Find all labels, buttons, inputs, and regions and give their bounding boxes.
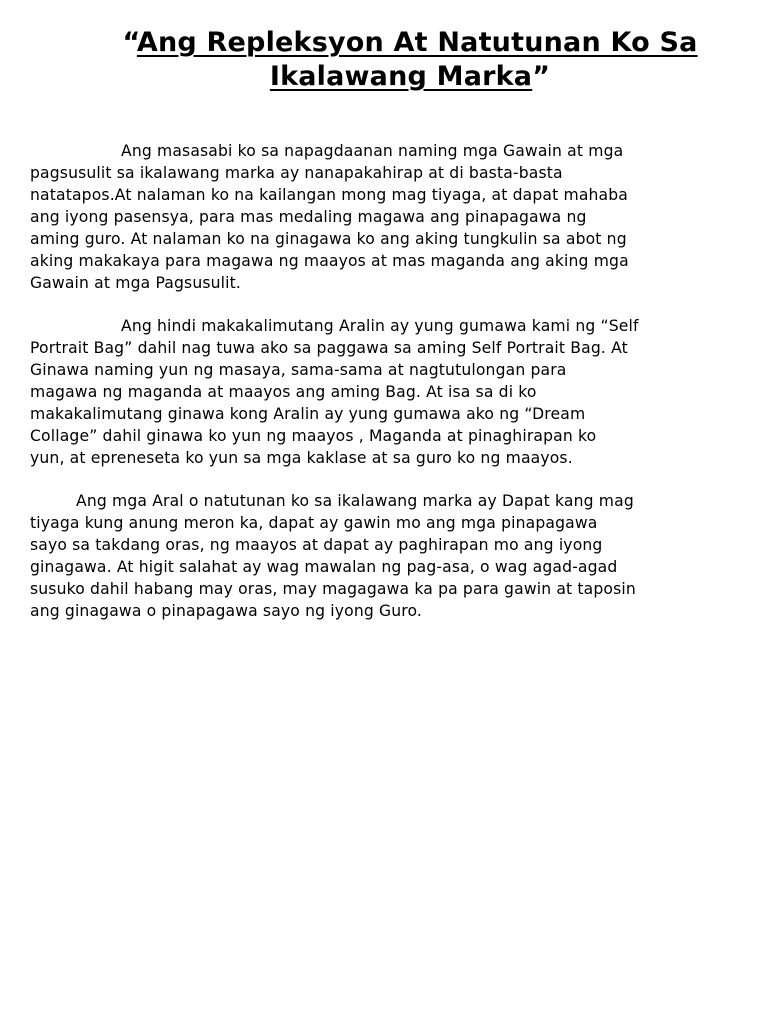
paragraph-line: pagsusulit sa ikalawang marka ay nanapakahirap at di basta-basta <box>30 164 563 182</box>
paragraph-line: ginagawa. At higit salahat ay wag mawalan ng pag-asa, o wag agad-agad <box>30 558 618 576</box>
paragraph-line: sayo sa takdang oras, ng maayos at dapat ay paghirapan mo ang iyong <box>30 536 603 554</box>
paragraph-line: ang ginagawa o pinapagawa sayo ng iyong Guro. <box>30 602 423 620</box>
paragraph-line: Ginawa naming yun ng masaya, sama-sama at nagtutulongan para <box>30 361 567 379</box>
paragraph-line: Gawain at mga Pagsusulit. <box>30 274 242 292</box>
paragraph-line: ang iyong pasensya, para mas medaling magawa ang pinapagawa ng <box>30 208 587 226</box>
title-close-quote: ” <box>532 61 551 92</box>
document-title <box>60 26 760 94</box>
paragraph-line: makakalimutang ginawa kong Aralin ay yung gumawa ako ng “Dream <box>30 405 586 423</box>
paragraph-line: Ang masasabi ko sa napagdaanan naming mga Gawain at mga <box>121 142 624 160</box>
paragraph-3 <box>30 490 754 622</box>
paragraph-line: yun, at epreneseta ko yun sa mga kaklase at sa guro ko ng maayos. <box>30 449 573 467</box>
paragraph-line: Collage” dahil ginawa ko yun ng maayos , Maganda at pinaghirapan ko <box>30 427 597 445</box>
title-line-1: Ang Repleksyon At Natutunan Ko Sa <box>136 27 698 58</box>
paragraph-line: Portrait Bag” dahil nag tuwa ako sa paggawa sa aming Self Portrait Bag. At <box>30 339 628 357</box>
title-line-2: Ikalawang Marka <box>269 61 533 92</box>
paragraph-line: Ang mga Aral o natutunan ko sa ikalawang marka ay Dapat kang mag <box>76 492 634 510</box>
title-open-quote: “ <box>122 27 137 58</box>
paragraph-line: susuko dahil habang may oras, may magagawa ka pa para gawin at taposin <box>30 580 636 598</box>
paragraph-line: tiyaga kung anung meron ka, dapat ay gawin mo ang mga pinapagawa <box>30 514 598 532</box>
paragraph-1 <box>30 140 754 294</box>
paragraph-line: aking makakaya para magawa ng maayos at mas maganda ang aking mga <box>30 252 629 270</box>
paragraph-2 <box>30 315 754 469</box>
paragraph-line: aming guro. At nalaman ko na ginagawa ko ang aking tungkulin sa abot ng <box>30 230 627 248</box>
paragraph-line: Ang hindi makakalimutang Aralin ay yung gumawa kami ng “Self <box>121 317 639 335</box>
paragraph-line: natatapos.At nalaman ko na kailangan mong mag tiyaga, at dapat mahaba <box>30 186 629 204</box>
paragraph-line: magawa ng maganda at maayos ang aming Bag. At isa sa di ko <box>30 383 537 401</box>
